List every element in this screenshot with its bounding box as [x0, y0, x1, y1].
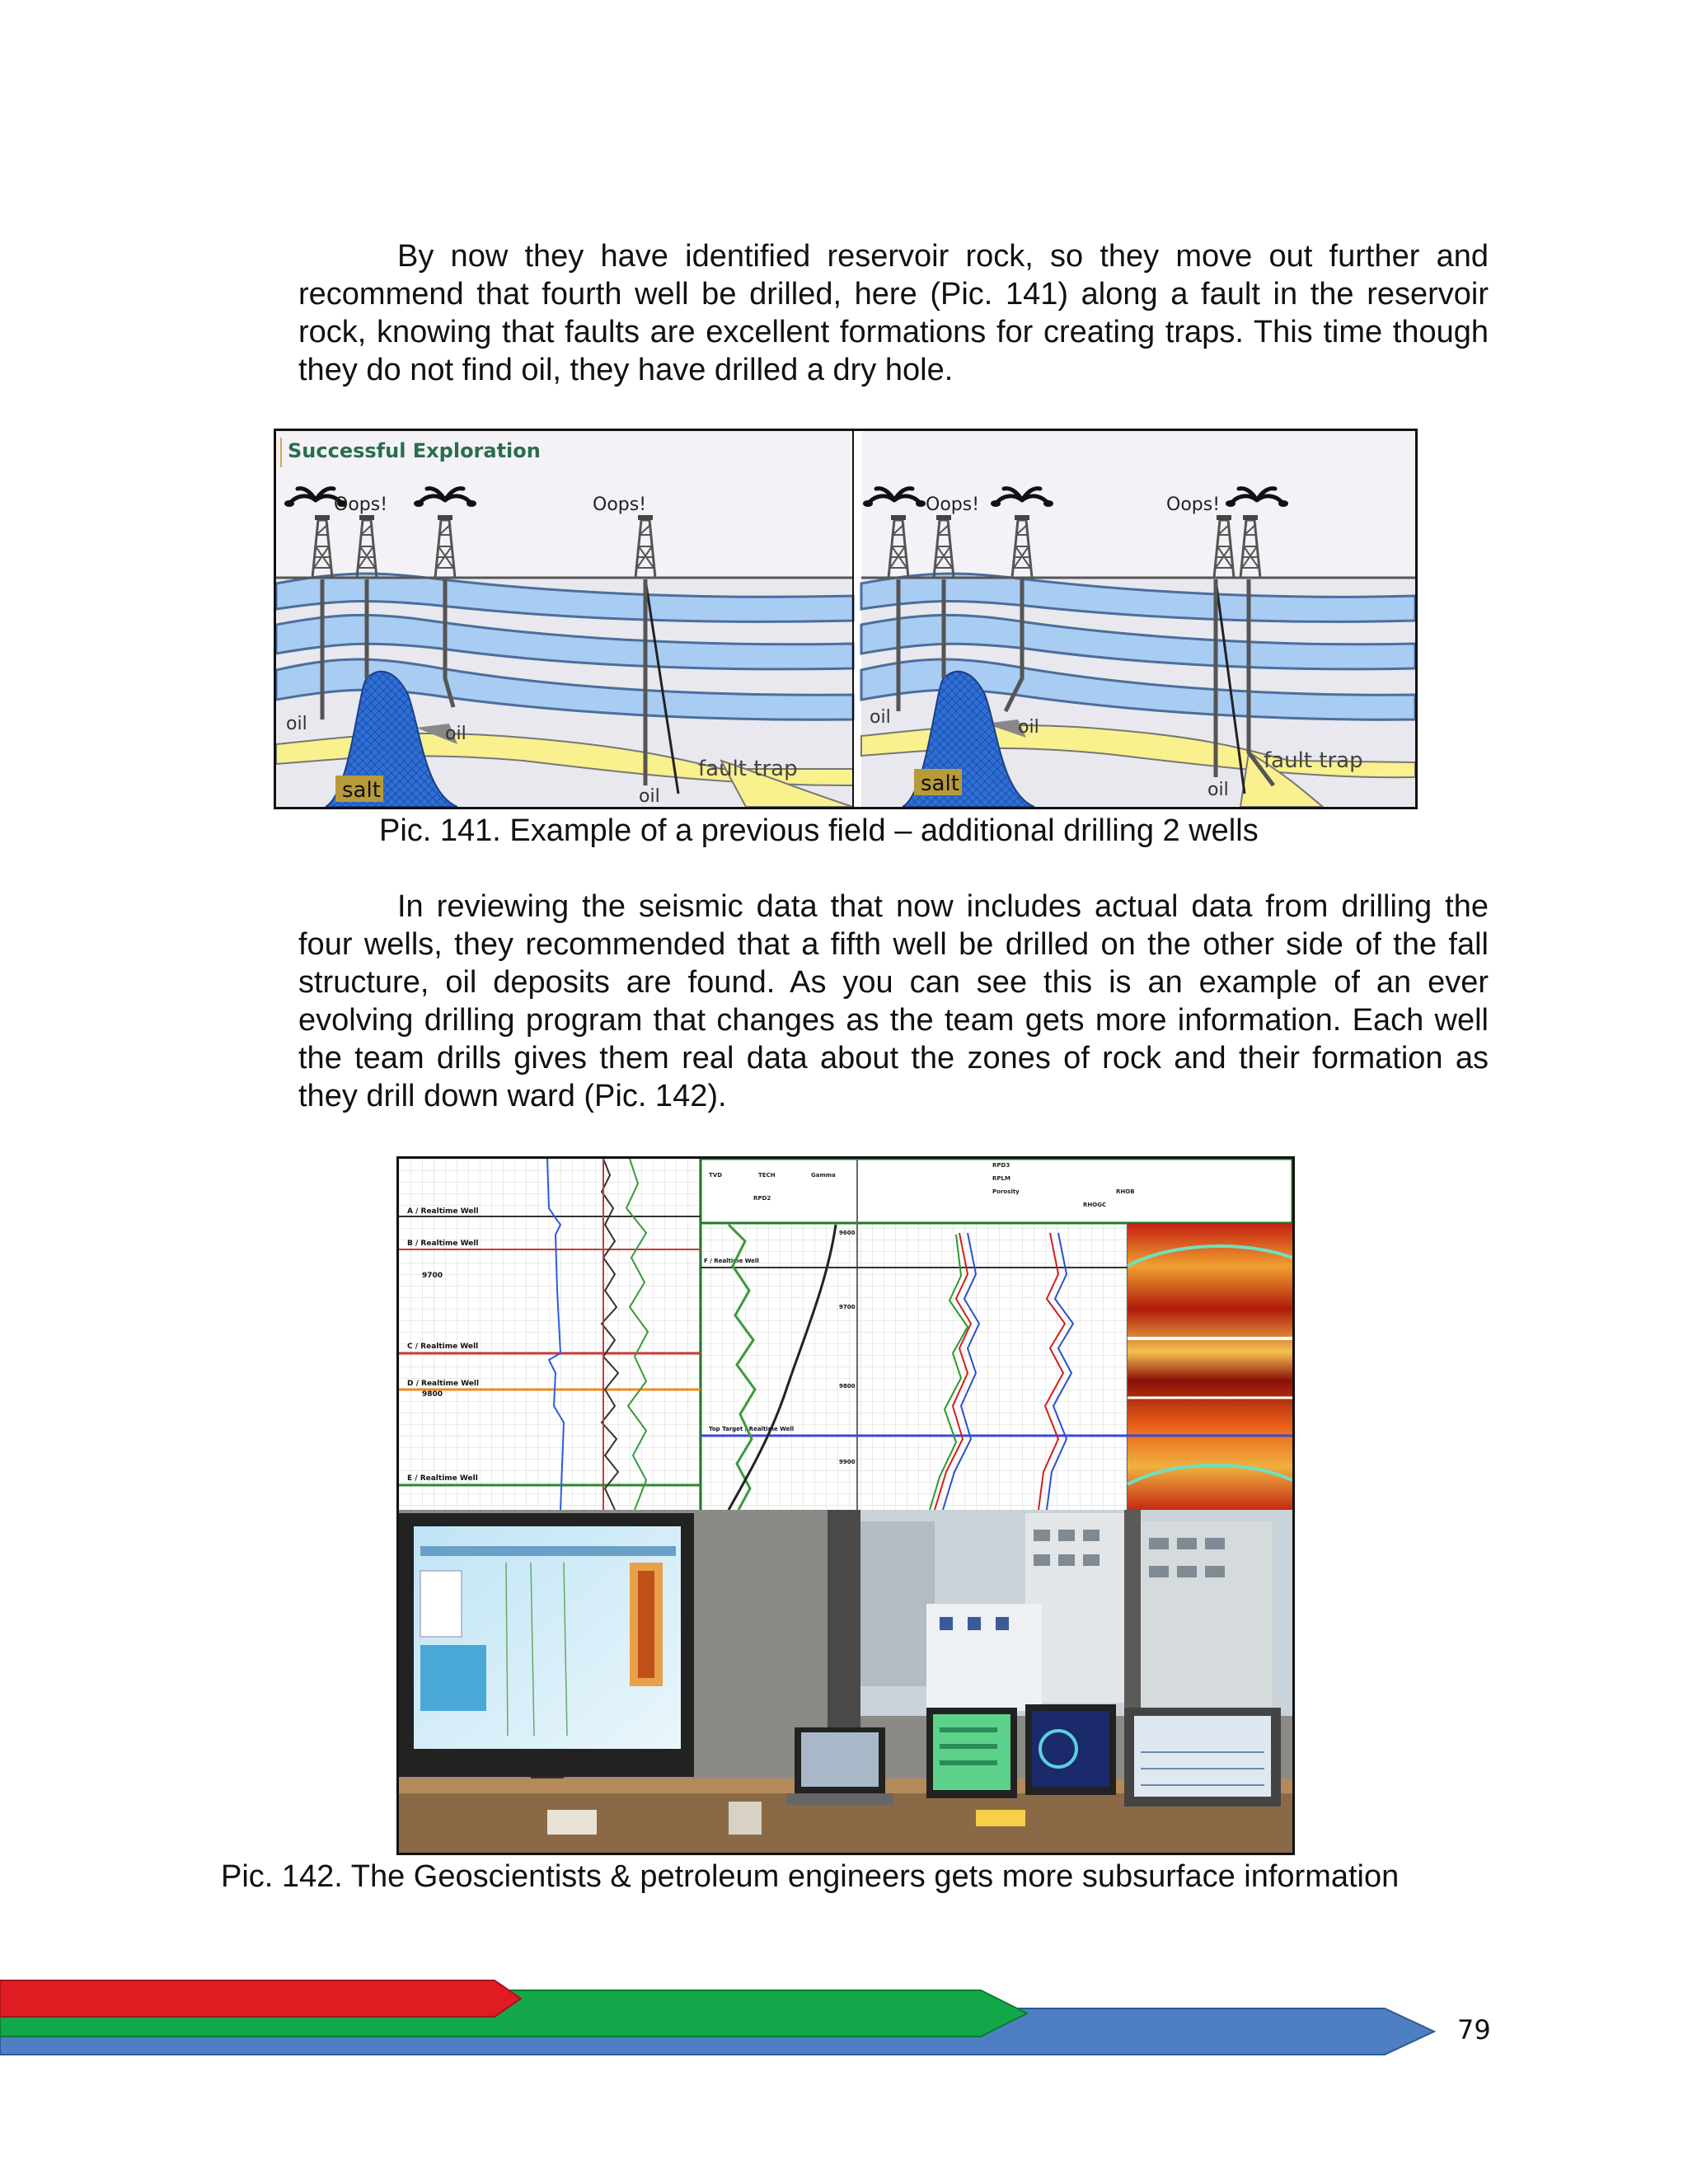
left-cross-section [276, 431, 853, 807]
oil-label: oil [1207, 780, 1229, 800]
paragraph-1: By now they have identified reservoir rock, so they move out further and recommend that fourth well be drilled, here (Pic. 141) along a fault in the reservoir rock, knowing that faults are excellent formations for creating traps. This time though they do not find oil, they have drilled a dry hole. [298, 239, 1489, 387]
oil-label: oil [870, 707, 891, 728]
oops-label: Oops! [593, 494, 647, 515]
oil-label: oil [445, 724, 467, 744]
log-annotation: F / Realtime Well [704, 1258, 759, 1264]
salt-label: salt [921, 771, 959, 796]
oil-label: oil [639, 786, 660, 807]
track-depth-label: 9600 [839, 1230, 856, 1236]
oil-label: oil [1018, 717, 1039, 738]
footer-decoration [0, 1974, 1688, 2064]
control-room-photo [399, 1510, 1292, 1853]
log-header-label: RHOGC [1083, 1202, 1107, 1208]
well-marker-label: C / Realtime Well [407, 1343, 479, 1351]
track-depth-label: 9800 [839, 1383, 856, 1390]
fault-trap-label: fault trap [1264, 748, 1363, 773]
figure-successful-exploration [274, 429, 1418, 809]
log-annotation: Top Target / Realtime Well [709, 1426, 795, 1432]
right-cross-section [861, 431, 1415, 807]
well-marker-label: A / Realtime Well [407, 1207, 479, 1216]
page-number: 79 [1457, 2014, 1491, 2046]
log-header-label: RPD3 [992, 1162, 1010, 1169]
oops-label: Oops! [1166, 494, 1221, 515]
log-header-label: RPD2 [753, 1195, 771, 1202]
log-header-label: Gamma [811, 1172, 836, 1179]
salt-label: salt [342, 778, 381, 803]
track-depth-label: 9900 [839, 1459, 856, 1465]
caption-pic-141: Pic. 141. Example of a previous field – additional drilling 2 wells [379, 813, 1259, 848]
log-header-label: Porosity [992, 1188, 1020, 1195]
depth-label: 9700 [422, 1272, 443, 1280]
well-log-panel [399, 1159, 1292, 1510]
log-header-label: RHOB [1116, 1188, 1135, 1195]
well-marker-label: B / Realtime Well [407, 1240, 479, 1248]
oil-label: oil [286, 714, 307, 734]
figure-title: Successful Exploration [288, 439, 541, 462]
well-marker-label: E / Realtime Well [407, 1474, 478, 1483]
paragraph-2: In reviewing the seismic data that now includes actual data from drilling the four wells, they recommended that a fifth well be drilled on the other side of the fall structure, oil deposits are found. As you can see this is an example of an ever evolving drilling program that changes as the team gets more information. Each well the team drills gives them real data about the zones of rock and their formation as they drill down ward (Pic. 142). [298, 889, 1489, 1113]
oops-label: Oops! [926, 494, 980, 515]
fault-trap-label: fault trap [698, 757, 798, 781]
log-header-label: RPLM [992, 1175, 1010, 1182]
well-marker-label: D / Realtime Well [407, 1380, 480, 1388]
log-header-label: TVD [709, 1172, 723, 1179]
depth-label: 9800 [422, 1390, 443, 1399]
track-depth-label: 9700 [839, 1304, 856, 1310]
caption-pic-142: Pic. 142. The Geoscientists & petroleum engineers gets more subsurface information [221, 1859, 1400, 1894]
figure-geoscience-workroom [396, 1156, 1295, 1855]
log-header-label: TECH [758, 1172, 776, 1179]
oops-label: Oops! [334, 494, 388, 515]
